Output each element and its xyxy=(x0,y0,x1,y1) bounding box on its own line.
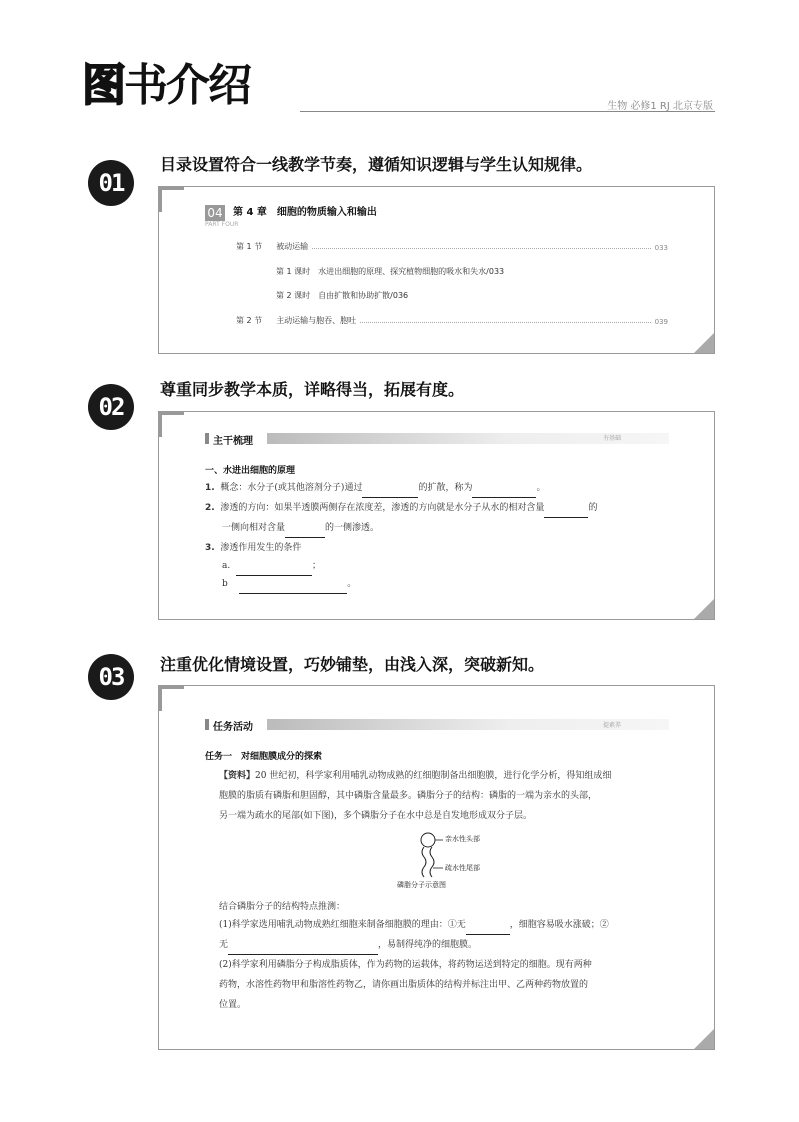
task-box xyxy=(158,685,715,1050)
review-box xyxy=(158,411,715,620)
toc-section-label: 第 1 节 xyxy=(236,242,263,251)
figure-label-tail: 疏水性尾部 xyxy=(445,864,480,872)
toc-section-title: 被动运输 xyxy=(276,242,309,251)
condition-b: b 。 xyxy=(222,574,356,594)
chapter-subtitle: PART FOUR xyxy=(205,221,239,228)
review-heading: 主干梳理 xyxy=(213,436,253,447)
task-heading: 任务活动 xyxy=(213,722,253,733)
figure-label-head: 亲水性头部 xyxy=(445,835,480,843)
answer-blank[interactable] xyxy=(239,583,347,594)
answer-blank[interactable] xyxy=(544,507,588,518)
answer-blank[interactable] xyxy=(362,487,418,498)
review-tag: 夯基础 xyxy=(603,435,622,442)
toc-lesson-2[interactable]: 第 2 课时 自由扩散和协助扩散/036 xyxy=(276,291,409,300)
question-3: 3. 渗透作用发生的条件 xyxy=(205,543,302,553)
reasoning-q1: (1)科学家选用哺乳动物成熟红细胞来制备细胞膜的理由：①无 ，细胞容易吸水涨破；② xyxy=(219,915,609,935)
answer-blank[interactable] xyxy=(228,944,378,955)
reasoning-q1-cont: 无 ，易制得纯净的细胞膜。 xyxy=(219,935,477,955)
toc-entry-section-1[interactable] xyxy=(236,241,668,252)
review-subheading: 一、水进出细胞的原理 xyxy=(205,466,296,476)
answer-blank[interactable] xyxy=(285,527,325,538)
material-line-2: 胞膜的脂质有磷脂和胆固醇，其中磷脂含量最多。磷脂分子的结构：磷脂的一端为亲水的头部， xyxy=(219,791,598,801)
page-logo-title: 图书介绍 xyxy=(82,60,250,111)
toc-section-label: 第 2 节 xyxy=(236,316,263,325)
section-title-01: 目录设置符合一线教学节奏，遵循知识逻辑与学生认知规律。 xyxy=(160,155,593,174)
toc-box xyxy=(158,186,715,354)
reasoning-q2-line-2: 药物，水溶性药物甲和脂溶性药物乙，请你画出脂质体的结构并标注出甲、乙两种药物放置的 xyxy=(219,980,589,990)
section-title-03: 注重优化情境设置，巧妙铺垫，由浅入深，突破新知。 xyxy=(160,655,545,674)
chapter-title: 第 4 章 细胞的物质输入和输出 xyxy=(233,207,377,218)
question-2: 2. 渗透的方向：如果半透膜两侧存在浓度差，渗透的方向就是水分子从水的相对含量 的 xyxy=(205,498,597,518)
answer-blank[interactable] xyxy=(472,487,536,498)
material-line-3: 另一端为疏水的尾部(如下图)，多个磷脂分子在水中总是自发地形成双分子层。 xyxy=(219,811,533,821)
task-title: 任务一 对细胞膜成分的探索 xyxy=(205,752,323,762)
toc-entry-section-2[interactable] xyxy=(236,315,668,326)
question-1: 1. 概念：水分子(或其他溶剂分子)通过 的扩散，称为 。 xyxy=(205,478,545,498)
reasoning-q2-line-1: (2)科学家利用磷脂分子构成脂质体，作为药物的运载体，将药物运送到特定的细胞。现有两种 xyxy=(219,960,592,970)
condition-a: a. ； xyxy=(222,556,321,576)
toc-page-number: 033 xyxy=(654,244,668,252)
task-tag: 提素养 xyxy=(603,722,622,729)
question-2-cont: 一侧向相对含量 的一侧渗透。 xyxy=(222,518,379,538)
answer-blank[interactable] xyxy=(466,924,510,935)
figure-caption: 磷脂分子示意图 xyxy=(397,881,446,889)
toc-page-number: 039 xyxy=(654,318,668,326)
toc-section-title: 主动运输与胞吞、胞吐 xyxy=(276,316,357,325)
toc-lesson-1[interactable]: 第 1 课时 水进出细胞的原理、探究植物细胞的吸水和失水/033 xyxy=(276,267,505,276)
material-line-1: 【资料】20 世纪初，科学家利用哺乳动物成熟的红细胞制备出细胞膜，进行化学分析，得知组成细 xyxy=(219,771,612,781)
chapter-number: 04 xyxy=(205,205,225,221)
section-badge-01: 01 xyxy=(88,160,134,206)
header-subtitle: 生物 必修1 RJ 北京专版 xyxy=(607,101,713,112)
reasoning-intro: 结合磷脂分子的结构特点推测： xyxy=(219,902,346,912)
section-title-02: 尊重同步教学本质，详略得当，拓展有度。 xyxy=(160,380,465,399)
section-badge-03: 03 xyxy=(88,654,134,700)
reasoning-q2-line-3: 位置。 xyxy=(219,1000,247,1010)
section-badge-02: 02 xyxy=(88,384,134,430)
